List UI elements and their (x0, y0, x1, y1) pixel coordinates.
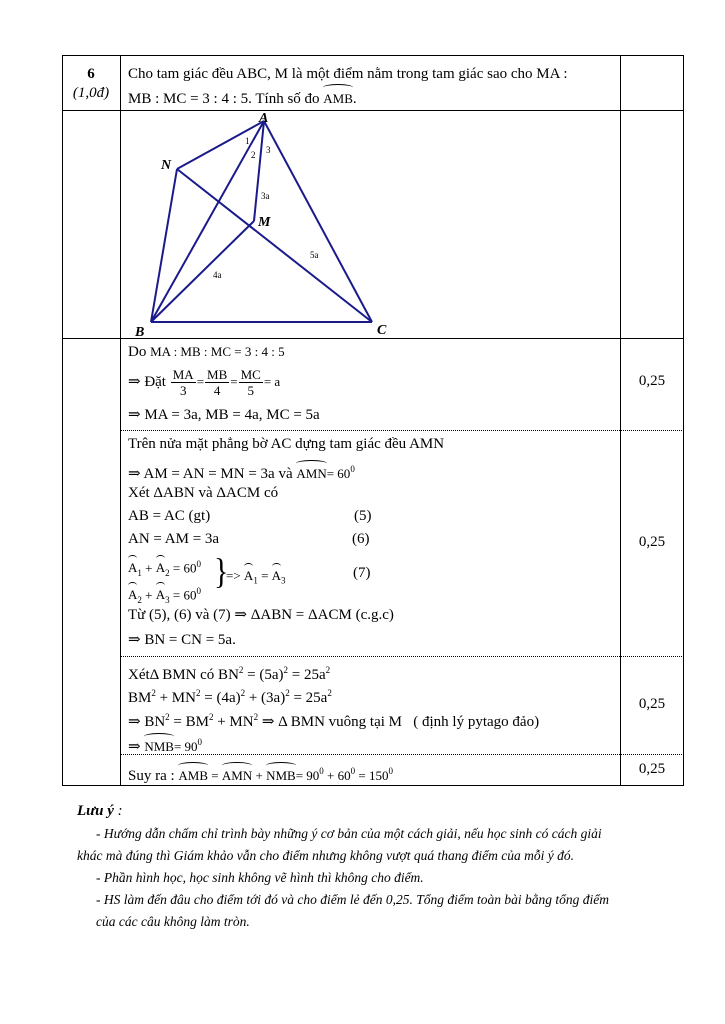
geometry-figure (121, 111, 619, 337)
step1-line-3: ⇒ MA = 3a, MB = 4a, MC = 5a (128, 407, 320, 423)
question-points: (1,0đ) (72, 85, 110, 101)
step2-line-3: Xét ΔABN và ΔACM có (128, 485, 279, 501)
question-number: 6 (87, 66, 95, 82)
note-3b: của các câu không làm tròn. (96, 914, 250, 929)
step2-angle-system: $A_1 + A_2 = 60^0$ $A_2 + A_3 = 60^0$ } => $A_1 = A_3$ (7) (128, 551, 371, 605)
step2-line-2: ⇒ AM = AN = MN = 3a và $AMN= 60^0$ (128, 459, 355, 484)
step3-line-1: XétΔ BMN có $BN^2 = (5a)^2 = 25a^2$ (128, 665, 331, 683)
angle-label-2: 2 (251, 150, 256, 160)
step3-line-3: ⇒ $BN^2 = BM^2 + MN^2$ ⇒ Δ BMN vuông tại M ( định lý pytago đảo) (128, 712, 540, 730)
point-label-b: B (135, 325, 145, 337)
angle-label-3: 3 (266, 145, 271, 155)
step4-line: Suy ra : AMB = AMN + $NMB= 90^0 + 60^0 = 150^0$ (128, 761, 393, 786)
grading-table (62, 55, 684, 786)
note-1a: - Hướng dẫn chấm chỉ trình bày những ý cơ bản của một cách giải, nếu học sinh có cách giải (96, 826, 602, 841)
note-1b: khác mà đúng thì Giám khảo vẫn cho điểm nhưng không vượt quá thang điểm của mỗi ý đó. (77, 848, 574, 863)
step2-line-4: AB = AC (gt) (5) (128, 508, 372, 524)
step4-score: 0,25 (638, 761, 666, 777)
question-number-cell (62, 65, 120, 103)
fraction-ma-3: $\frac{MA}{3}$ (172, 367, 194, 399)
angle-amb: AMB (323, 85, 353, 110)
point-label-n: N (161, 158, 172, 173)
step1-score: 0,25 (638, 373, 666, 389)
step1-line-2: ⇒ Đặt $\frac{MA}{3}$ = $\frac{MB}{4}$ = $\frac{MC}{5}$ = a (128, 367, 281, 399)
fraction-mc-5: $\frac{MC}{5}$ (240, 367, 261, 399)
step1-line-1: Do MA : MB : MC = 3 : 4 : 5 (128, 344, 285, 360)
length-label-4a: 4a (213, 270, 222, 280)
step2-line-8: ⇒ BN = CN = 5a. (128, 632, 236, 648)
notes-title: Lưu ý : (77, 803, 123, 819)
point-label-a: A (259, 111, 269, 126)
question-line-2: MB : MC = 3 : 4 : 5. Tính số đo (128, 91, 320, 107)
note-2: - Phần hình học, học sinh không vẽ hình thì không cho điểm. (96, 870, 424, 885)
step2-line-5: AN = AM = 3a (6) (128, 531, 370, 547)
length-label-5a: 5a (310, 250, 319, 260)
point-label-m: M (258, 215, 271, 230)
step3-score: 0,25 (638, 696, 666, 712)
step2-score: 0,25 (638, 534, 666, 550)
note-3a: - HS làm đến đâu cho điểm tới đó và cho điểm lẻ đến 0,25. Tổng điểm toàn bài bằng tổng điểm (96, 892, 610, 907)
question-text: Cho tam giác đều ABC, M là một điểm nằm trong tam giác sao cho MA : MB : MC = 3 : 4 : 5. Tính số đo AMB. (128, 63, 618, 110)
step2-line-7: Từ (5), (6) và (7) ⇒ ΔABN = ΔACM (c.g.c) (128, 607, 394, 623)
angle-label-1: 1 (245, 136, 250, 146)
question-line-1: Cho tam giác đều ABC, M là một điểm nằm trong tam giác sao cho MA : (128, 66, 568, 82)
step2-line-1: Trên nửa mặt phẳng bờ AC dựng tam giác đều AMN (128, 436, 445, 452)
length-label-3a: 3a (261, 191, 270, 201)
step3-line-4: ⇒ $NMB= 90^0$ (128, 732, 202, 757)
point-label-c: C (377, 323, 387, 337)
fraction-mb-4: $\frac{MB}{4}$ (207, 367, 228, 399)
step3-line-2: $BM^2 + MN^2 = (4a)^2 + (3a)^2 = 25a^2$ (128, 688, 332, 706)
